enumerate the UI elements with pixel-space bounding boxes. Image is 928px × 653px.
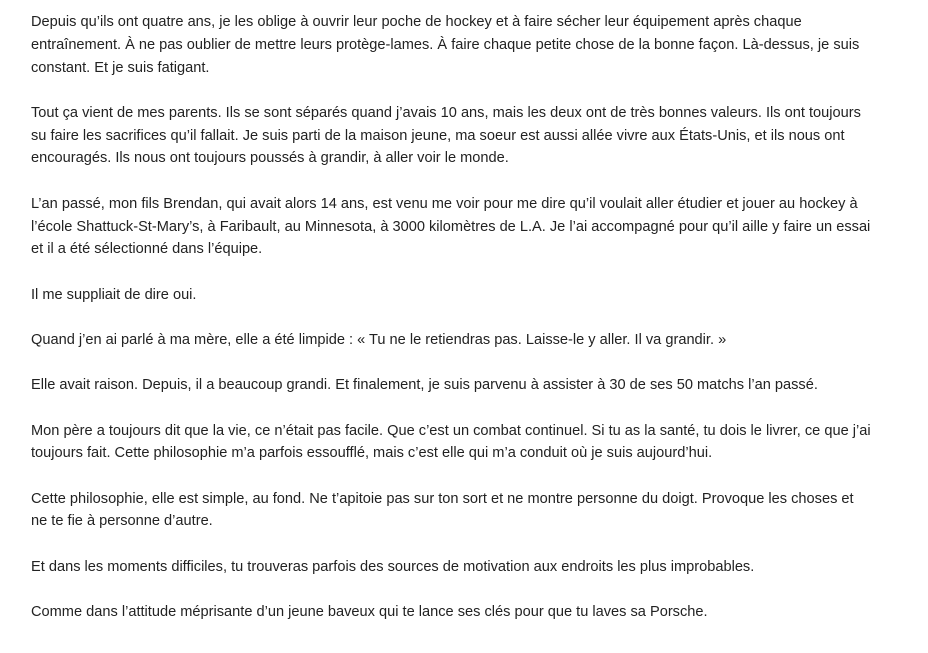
article-paragraph-5: Quand j’en ai parlé à ma mère, elle a été limpide : « Tu ne le retiendras pas. Laisse-le y aller. Il va grandir. » (31, 331, 727, 348)
article-paragraph-6: Elle avait raison. Depuis, il a beaucoup grandi. Et finalement, je suis parvenu à assister à 30 de ses 50 matchs l’an passé. (31, 377, 818, 394)
article-paragraph-7: Mon père a toujours dit que la vie, ce n’était pas facile. Que c’est un combat continuel. Si tu as la santé, tu dois le livrer, ce que j’ai toujours fait. Cette philosophie m’a parfois essoufflé, mais c’est elle qui m’a conduit où je suis aujourd’hui. (31, 422, 871, 462)
article-paragraph-4: Il me suppliait de dire oui. (31, 286, 197, 303)
article-paragraph-9: Et dans les moments difficiles, tu trouveras parfois des sources de motivation aux endroits les plus improbables. (31, 558, 755, 575)
article-paragraph-1: Depuis qu’ils ont quatre ans, je les oblige à ouvrir leur poche de hockey et à faire sécher leur équipement après chaque entraînement. À ne pas oublier de mettre leurs protège-lames. À faire chaque petite chose de la bonne façon. Là-dessus, je suis constant. Et je suis fatigant. (31, 14, 860, 76)
article-paragraph-2: Tout ça vient de mes parents. Ils se sont séparés quand j’avais 10 ans, mais les deux ont de très bonnes valeurs. Ils ont toujours su faire les sacrifices qu’il fallait. Je suis parti de la maison jeune, ma soeur est aussi allée vivre aux États-Unis, et ils nous ont encouragés. Ils nous ont toujours poussés à grandir, à aller voir le monde. (31, 104, 861, 167)
article-paragraph-10: Comme dans l’attitude méprisante d’un jeune baveux qui te lance ses clés pour que tu laves sa Porsche. (31, 604, 708, 621)
article-paragraph-8: Cette philosophie, elle est simple, au fond. Ne t’apitoie pas sur ton sort et ne montre personne du doigt. Provoque les choses et ne te fie à personne d’autre. (31, 490, 854, 530)
article-body (31, 11, 871, 624)
article-paragraph-3: L’an passé, mon fils Brendan, qui avait alors 14 ans, est venu me voir pour me dire qu’il voulait aller étudier et jouer au hockey à l’école Shattuck-St-Mary’s, à Faribault, au Minnesota, à 3000 kilomètres de L.A. Je l’ai accompagné pour qu’il aille y faire un essai et il a été sélectionné dans l’équipe. (31, 195, 871, 258)
